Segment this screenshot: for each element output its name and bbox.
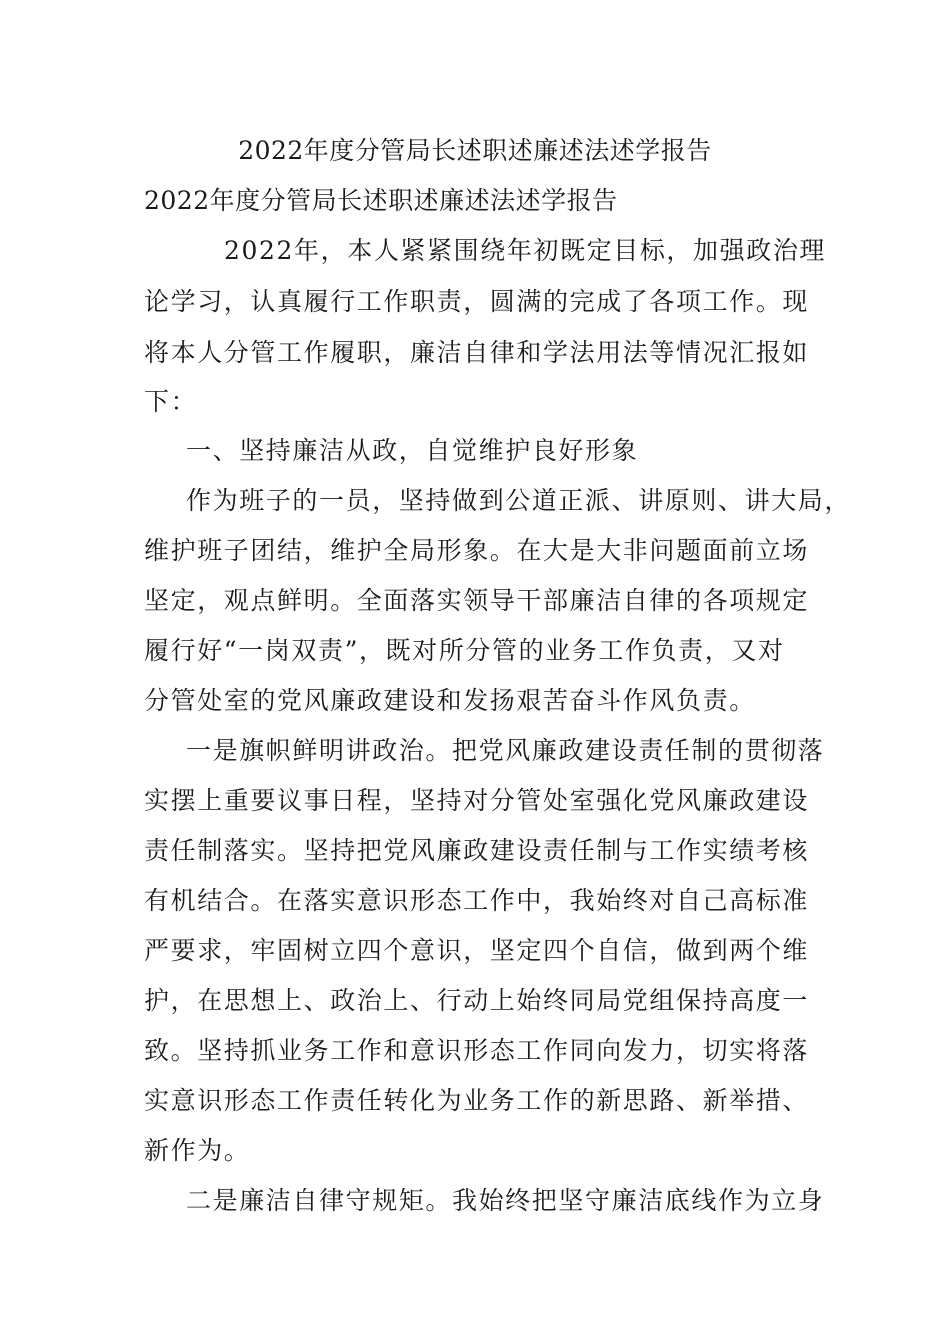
paragraph-line: 分管处室的党风廉政建设和发扬艰苦奋斗作风负责。 xyxy=(144,686,756,715)
paragraph-line: 2022年，本人紧紧围绕年初既定目标，加强政治理 xyxy=(224,236,827,265)
paragraph-line: 实摆上重要议事日程，坚持对分管处室强化党风廉政建设 xyxy=(144,786,810,815)
paragraph-line: 将本人分管工作履职，廉洁自律和学法用法等情况汇报如 xyxy=(144,338,810,367)
paragraph-line: 论学习，认真履行工作职责，圆满的完成了各项工作。现 xyxy=(144,287,810,316)
paragraph-line: 新作为。 xyxy=(144,1136,251,1165)
paragraph-line: 护，在思想上、政治上、行动上始终同局党组保持高度一 xyxy=(144,986,810,1015)
paragraph-line: 下： xyxy=(144,387,198,416)
paragraph-line: 维护班子团结，维护全局形象。在大是大非问题面前立场 xyxy=(144,536,810,565)
document-subtitle: 2022年度分管局长述职述廉述法述学报告 xyxy=(144,186,618,215)
section-heading: 一、坚持廉洁从政，自觉维护良好形象 xyxy=(186,436,639,465)
paragraph-line: 坚定，观点鲜明。全面落实领导干部廉洁自律的各项规定 xyxy=(144,586,810,615)
paragraph-line: 严要求，牢固树立四个意识，坚定四个自信，做到两个维 xyxy=(144,936,810,965)
paragraph-line: 作为班子的一员，坚持做到公道正派、讲原则、讲大局， xyxy=(186,486,852,515)
paragraph-line: 二是廉洁自律守规矩。我始终把坚守廉洁底线作为立身 xyxy=(186,1186,825,1215)
paragraph-line: 一是旗帜鲜明讲政治。把党风廉政建设责任制的贯彻落 xyxy=(186,736,825,765)
paragraph-line: 责任制落实。坚持把党风廉政建设责任制与工作实绩考核 xyxy=(144,836,810,865)
paragraph-line: 实意识形态工作责任转化为业务工作的新思路、新举措、 xyxy=(144,1086,810,1115)
paragraph-line: 有机结合。在落实意识形态工作中，我始终对自己高标准 xyxy=(144,886,810,915)
paragraph-line: 履行好“一岗双责”，既对所分管的业务工作负责，又对 xyxy=(144,636,785,665)
document-title: 2022年度分管局长述职述廉述法述学报告 xyxy=(238,136,712,165)
paragraph-line: 致。坚持抓业务工作和意识形态工作同向发力，切实将落 xyxy=(144,1036,810,1065)
